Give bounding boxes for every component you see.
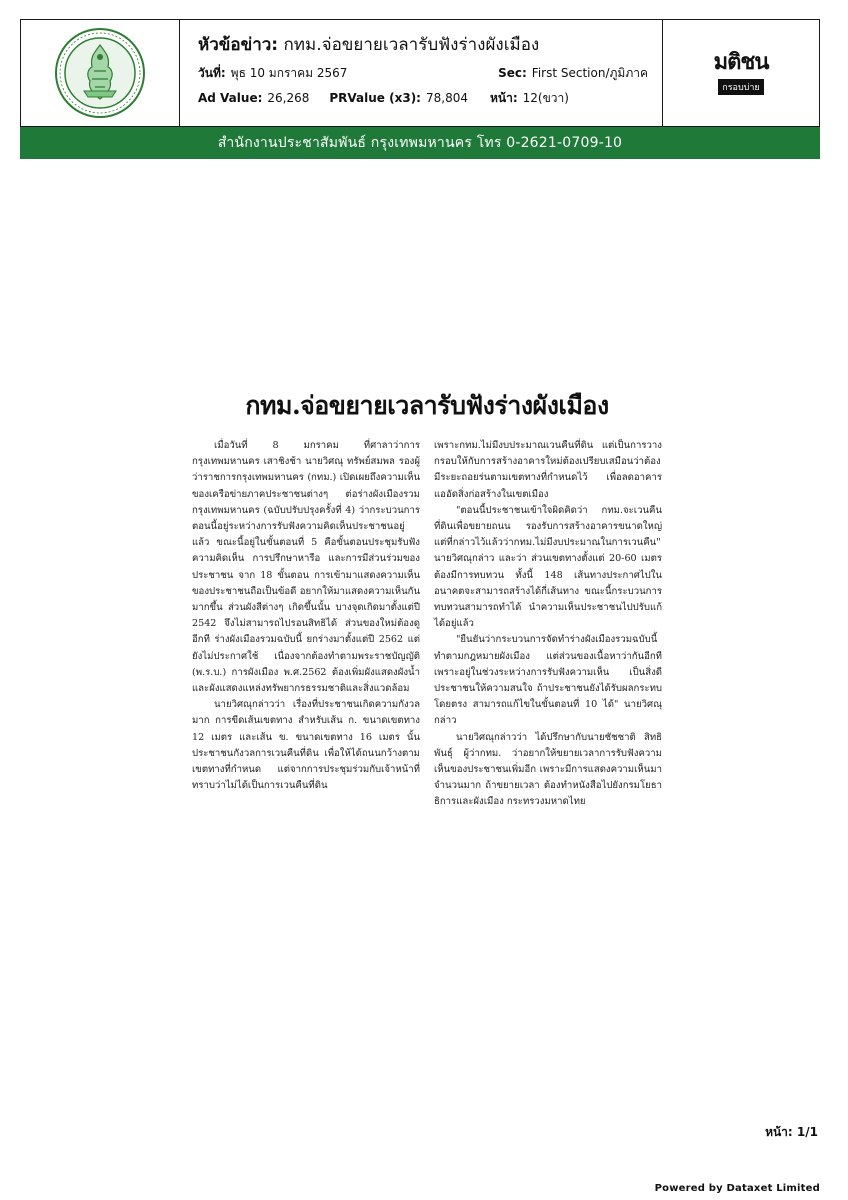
publication-name: มติชน xyxy=(713,50,769,75)
section-value: First Section/ภูมิภาค xyxy=(531,65,648,80)
ad-value: 26,268 xyxy=(267,91,310,105)
article-title: กทม.จ่อขยายเวลารับฟังร่างผังเมือง xyxy=(245,391,609,420)
value-row xyxy=(198,89,648,107)
article-paragraph: นายวิศณุกล่าวว่า เรื่องที่ประชาชนเกิดความกังวลมาก การขีดเส้นเขตทาง สำหรับเส้น ก. ขนาดเขตทาง 12 เมตร และเส้น ข. ขนาดเขตทาง 16 เมตร นั้น ประชาชนกังวลการเวนคืนที่ดิน เพื่อให้ได้ถนนกว้างตามเขตทางที่กำหนด แต่จากการประชุมร่วมกับเจ้าหน้าที่ ทราบว่าไม่ได้เป็นการเวนคืนที่ดิน xyxy=(192,699,420,792)
section-label: Sec: xyxy=(498,66,527,80)
footer-page-number xyxy=(765,1123,818,1142)
page-value: 12(ขวา) xyxy=(522,90,569,105)
article-paragraph: "ตอนนี้ประชาชนเข้าใจผิดคิดว่า กทม.จะเวนคืนที่ดินเพื่อขยายถนน รองรับการสร้างอาคารขนาดใหญ่ แต่ที่กล่าวไว้แล้วว่ากทม.ไม่มีงบประมาณในการเวนคืน" นายวิศณุกล่าว และว่า ส่วนเขตทางตั้งแต่ 20-60 เมตร ต้องมีการทบทวน ทั้งนี้ 148 เส้นทางประกาศไปในอนาคตจะสามารถสร้างได้กี่เส้นทาง ขณะนี้กระบวนการทบทวนสามารถทำได้ นำความเห็นประชาชนไปปรับแก้ได้อยู่แล้ว xyxy=(434,504,662,630)
pr-value-label: PRValue (x3): xyxy=(329,91,421,105)
headline-label: หัวข้อข่าว: xyxy=(198,35,279,55)
powered-by-text: Powered by Dataxet Limited xyxy=(654,1183,820,1194)
footer-page-value: 1/1 xyxy=(796,1125,818,1139)
news-article xyxy=(192,386,662,811)
date-label: วันที่: xyxy=(198,65,226,80)
date-value: พุธ 10 มกราคม 2567 xyxy=(230,65,348,80)
ad-value-label: Ad Value: xyxy=(198,91,263,105)
publication-logo-box xyxy=(663,20,819,126)
article-body xyxy=(192,438,662,811)
bma-seal-box xyxy=(21,20,180,126)
clipping-header xyxy=(20,19,820,127)
agency-contact-bar: สำนักงานประชาสัมพันธ์ กรุงเทพมหานคร โทร 0-2621-0709-10 xyxy=(20,127,820,159)
article-paragraph: นายวิศณุกล่าวว่า ได้ปรึกษากับนายชัชชาติ สิทธิพันธุ์ ผู้ว่ากทม. ว่าอยากให้ขยายเวลาการรับฟังความเห็นของประชาชนเพิ่มอีก เพราะมีการแสดงความเห็นมาจำนวนมาก ถ้าขยายเวลา ต้องทำหนังสือไปยังกรมโยธาธิการและผังเมือง กระทรวงมหาดไทย xyxy=(434,731,662,808)
pr-value: 78,804 xyxy=(425,91,468,105)
headline-value: กทม.จ่อขยายเวลารับฟังร่างผังเมือง xyxy=(283,35,540,55)
headline-row xyxy=(198,31,648,57)
page-label: หน้า: xyxy=(489,90,518,105)
article-column-left xyxy=(192,438,420,811)
article-paragraph: เพราะกทม.ไม่มีงบประมาณเวนคืนที่ดิน แต่เป็นการวางกรอบให้กับการสร้างอาคารใหม่ต้องเปรียบเสมือนว่าต้องมีระยะถอยร่นตามเขตทางที่กำหนดไว้ เพื่อลดอาคารแออัดสิ่งก่อสร้างในเขตเมือง xyxy=(434,440,662,500)
clipping-info xyxy=(180,20,663,126)
article-paragraph: "ยืนยันว่ากระบวนการจัดทำร่างผังเมืองรวมฉบับนี้ ทำตามกฎหมายผังเมือง แต่ส่วนของเนื้อหาว่ากันอีกที เพราะอยู่ในช่วงระหว่างการรับฟังความเห็น เป็นสิ่งดีประชาชนให้ความสนใจ ถ้าประชาชนยังได้รับผลกระทบโดยตรง สามารถแก้ไขในขั้นตอนที่ 10 ได้" นายวิศณุกล่าว xyxy=(434,634,662,727)
article-column-right xyxy=(434,438,662,811)
publication-logo xyxy=(714,51,769,95)
publication-edition: กรอบบ่าย xyxy=(718,79,763,95)
bma-seal-icon xyxy=(54,27,146,119)
article-paragraph: เมื่อวันที่ 8 มกราคม ที่ศาลาว่าการกรุงเทพมหานคร เสาชิงช้า นายวิศณุ ทรัพย์สมพล รองผู้ว่าราชการกรุงเทพมหานคร (กทม.) เปิดเผยถึงความเห็นของเครือข่ายภาคประชาชนต่างๆ ต่อร่างผังเมืองรวมกรุงเทพมหานคร (ฉบับปรับปรุงครั้งที่ 4) ว่ากระบวนการตอนนี้อยู่ระหว่างการรับฟังความคิดเห็นประชาชนอยู่แล้ว ขณะนี้อยู่ในขั้นตอนที่ 5 คือขั้นตอนประชุมรับฟังความคิดเห็น การปรึกษาหารือ และการมีส่วนร่วมของประชาชน จาก 18 ขั้นตอน การเข้ามาแสดงความเห็นของประชาชนถือเป็นข้อดี อยากให้มาแสดงความเห็นกันมากขึ้น ส่วนผังสีต่างๆ เกิดขึ้นนั้น บางจุดเกิดมาตั้งแต่ปี 2542 จึงไม่สามารถไปรอนสิทธิได้ ส่วนของใหม่ต้องดูอีกที ร่างผังเมืองรวมฉบับนี้ ยกร่างมาตั้งแต่ปี 2562 แต่ยังไม่ประกาศใช้ เนื่องจากต้องทำตามพระราชบัญญัติ (พ.ร.บ.) การผังเมือง พ.ศ.2562 ต้องเพิ่มผังแสดงผังน้ำ และผังแสดงแหล่งทรัพยากรธรรมชาติและสิ่งแวดล้อม xyxy=(192,440,420,695)
footer-page-label: หน้า: xyxy=(765,1125,793,1139)
date-row xyxy=(198,64,648,82)
